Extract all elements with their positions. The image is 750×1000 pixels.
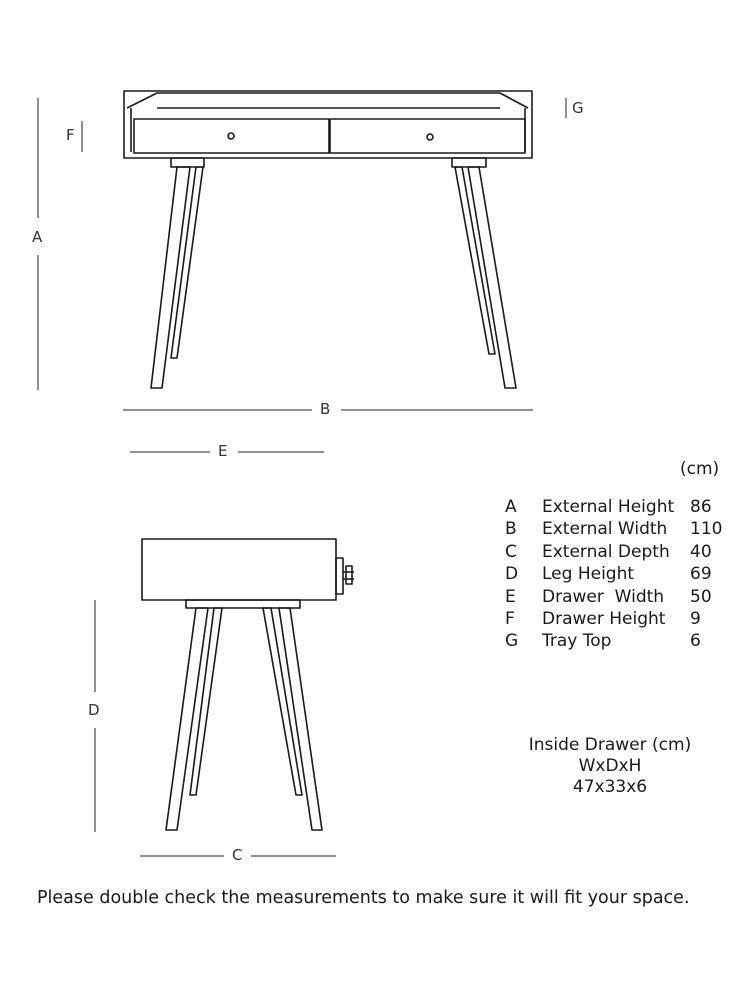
- side-body: [142, 539, 336, 600]
- spec-name: Tray Top: [542, 631, 612, 652]
- spec-letter: A: [505, 497, 517, 517]
- spec-letter: G: [505, 631, 519, 652]
- spec-letter: F: [505, 609, 515, 630]
- spec-row: [505, 630, 730, 652]
- dim-label-e: E: [218, 442, 228, 460]
- right-drawer-knob: [427, 134, 433, 140]
- spec-value: 6: [690, 631, 701, 652]
- spec-letter: D: [505, 564, 519, 585]
- inside-drawer-format: WxDxH: [578, 756, 642, 776]
- inside-drawer-block: [510, 735, 710, 798]
- unit-label: (cm): [680, 459, 720, 479]
- spec-row: [505, 563, 730, 585]
- spec-row: [505, 518, 730, 540]
- dim-label-b: B: [320, 400, 331, 418]
- spec-value: 9: [690, 609, 701, 630]
- spec-row: [505, 586, 730, 608]
- side-view: [142, 539, 354, 830]
- footnote: Please double check the measurements to make sure it will fit your space.: [37, 888, 690, 908]
- spec-table: [505, 496, 730, 653]
- inside-drawer-value: 47x33x6: [572, 777, 648, 797]
- spec-letter: E: [505, 586, 516, 607]
- spec-name: External Height: [542, 497, 675, 517]
- dim-label-a: A: [32, 228, 43, 246]
- spec-letter: B: [505, 519, 517, 540]
- inside-drawer-title: Inside Drawer (cm): [528, 735, 692, 755]
- dim-label-g: G: [572, 99, 584, 117]
- spec-row: [505, 496, 730, 518]
- spec-name: External Depth: [542, 541, 670, 562]
- spec-name: External Width: [542, 519, 668, 540]
- spec-name: Drawer Width: [542, 586, 665, 607]
- side-front-right-leg: [279, 608, 322, 830]
- desk-body: [124, 91, 532, 158]
- dim-label-d: D: [88, 701, 100, 719]
- side-handle: [336, 558, 343, 594]
- spec-value: 40: [690, 541, 712, 562]
- side-dimensions: [95, 600, 336, 856]
- spec-letter: C: [505, 541, 517, 562]
- spec-name: Drawer Height: [542, 609, 666, 630]
- spec-value: 50: [690, 586, 712, 607]
- dim-label-f: F: [66, 126, 75, 144]
- spec-value: 86: [690, 497, 712, 517]
- spec-row: [505, 608, 730, 630]
- left-drawer-knob: [228, 133, 234, 139]
- dim-label-c: C: [232, 846, 243, 864]
- spec-value: 69: [690, 564, 712, 585]
- back-right-leg: [455, 167, 495, 354]
- front-left-leg: [151, 167, 190, 388]
- spec-value: 110: [690, 519, 723, 540]
- front-view: [124, 91, 532, 388]
- side-front-left-leg: [166, 608, 208, 830]
- spec-name: Leg Height: [542, 564, 635, 585]
- spec-row: [505, 541, 730, 563]
- left-drawer: [134, 119, 329, 153]
